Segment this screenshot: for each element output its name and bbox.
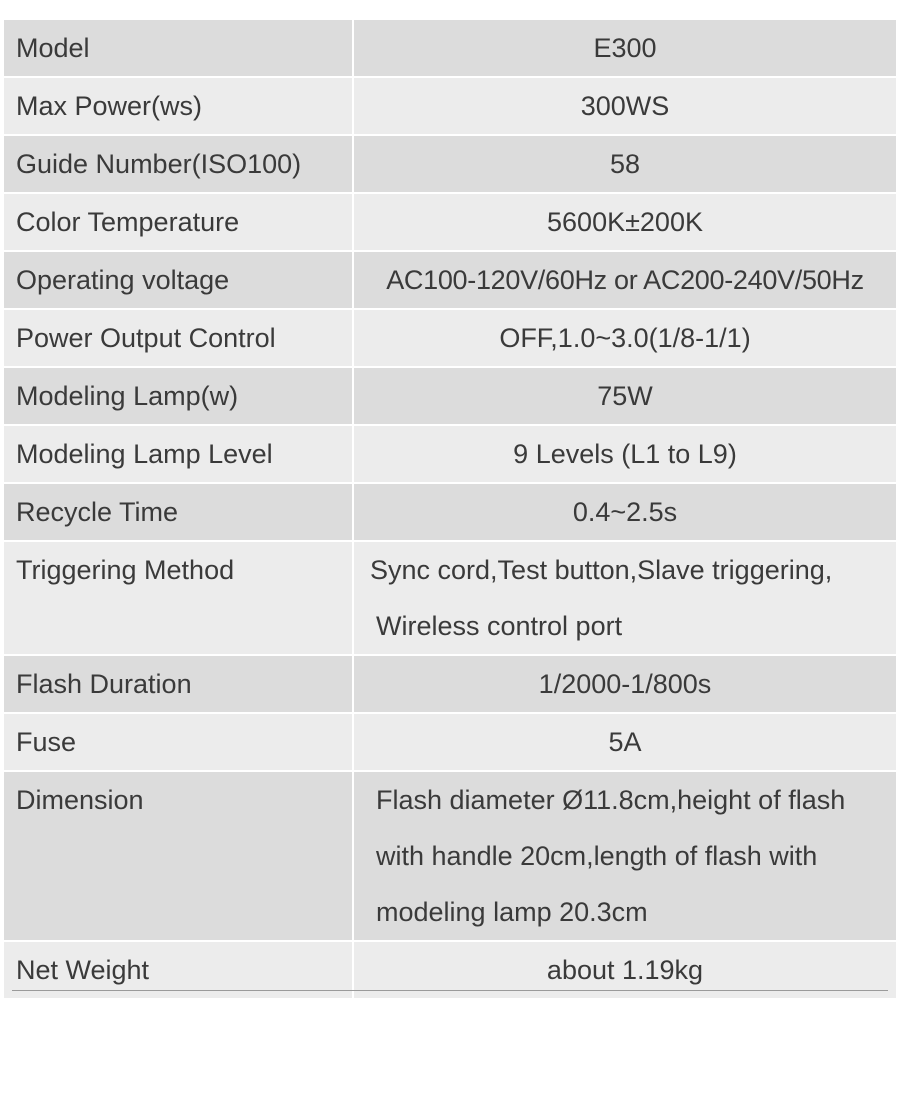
spec-value	[353, 135, 896, 193]
spec-value	[353, 367, 896, 425]
spec-table	[4, 20, 896, 998]
spec-value	[353, 20, 896, 77]
spec-row-triggering-method	[4, 541, 896, 655]
spec-table-body	[4, 20, 896, 998]
spec-value-line: 5A	[608, 727, 642, 757]
spec-row-guide-number	[4, 135, 896, 193]
spec-label: Flash Duration	[4, 655, 353, 713]
spec-label: Fuse	[4, 713, 353, 771]
spec-row-dimension	[4, 771, 896, 941]
spec-row-max-power	[4, 77, 896, 135]
spec-value-line: 300WS	[580, 91, 670, 121]
spec-value-line: 5600K±200K	[547, 207, 703, 237]
spec-value	[353, 655, 896, 713]
spec-value-line: Wireless control port	[376, 611, 623, 641]
spec-value	[353, 483, 896, 541]
spec-label: Operating voltage	[4, 251, 353, 309]
spec-value-line: 0.4~2.5s	[572, 497, 678, 527]
spec-label: Dimension	[4, 771, 353, 941]
spec-row-recycle-time	[4, 483, 896, 541]
spec-value	[353, 771, 896, 941]
spec-label: Color Temperature	[4, 193, 353, 251]
bottom-divider	[12, 990, 888, 991]
spec-value	[353, 309, 896, 367]
spec-value	[353, 193, 896, 251]
spec-value-line: with handle 20cm,length of flash with	[376, 841, 818, 871]
spec-label: Net Weight	[4, 941, 353, 998]
spec-value-line: E300	[593, 33, 657, 63]
spec-label: Triggering Method	[4, 541, 353, 655]
spec-row-power-output-control	[4, 309, 896, 367]
spec-label: Model	[4, 20, 353, 77]
spec-row-color-temperature	[4, 193, 896, 251]
spec-row-modeling-lamp	[4, 367, 896, 425]
spec-value-line: about 1.19kg	[546, 955, 704, 985]
spec-value	[353, 251, 896, 309]
spec-value	[353, 713, 896, 771]
spec-label: Guide Number(ISO100)	[4, 135, 353, 193]
spec-value	[353, 425, 896, 483]
spec-label: Power Output Control	[4, 309, 353, 367]
spec-label: Max Power(ws)	[4, 77, 353, 135]
spec-value-line: 58	[609, 149, 641, 179]
spec-row-model	[4, 20, 896, 77]
spec-value-line: Flash diameter Ø11.8cm,height of flash	[376, 785, 846, 815]
spec-value-line: modeling lamp 20.3cm	[376, 897, 648, 927]
spec-label: Modeling Lamp(w)	[4, 367, 353, 425]
spec-row-fuse	[4, 713, 896, 771]
spec-row-operating-voltage	[4, 251, 896, 309]
spec-value-line: 1/2000-1/800s	[538, 669, 712, 699]
spec-value-line: OFF,1.0~3.0(1/8-1/1)	[499, 323, 751, 353]
spec-row-flash-duration	[4, 655, 896, 713]
spec-label: Modeling Lamp Level	[4, 425, 353, 483]
spec-value-line: Sync cord,Test button,Slave triggering,	[370, 555, 833, 585]
spec-value-line: AC100-120V/60Hz or AC200-240V/50Hz	[386, 265, 864, 295]
spec-row-modeling-lamp-level	[4, 425, 896, 483]
spec-value	[353, 541, 896, 655]
spec-label: Recycle Time	[4, 483, 353, 541]
spec-value-line: 9 Levels (L1 to L9)	[513, 439, 737, 469]
spec-value	[353, 77, 896, 135]
spec-value-line: 75W	[597, 381, 653, 411]
